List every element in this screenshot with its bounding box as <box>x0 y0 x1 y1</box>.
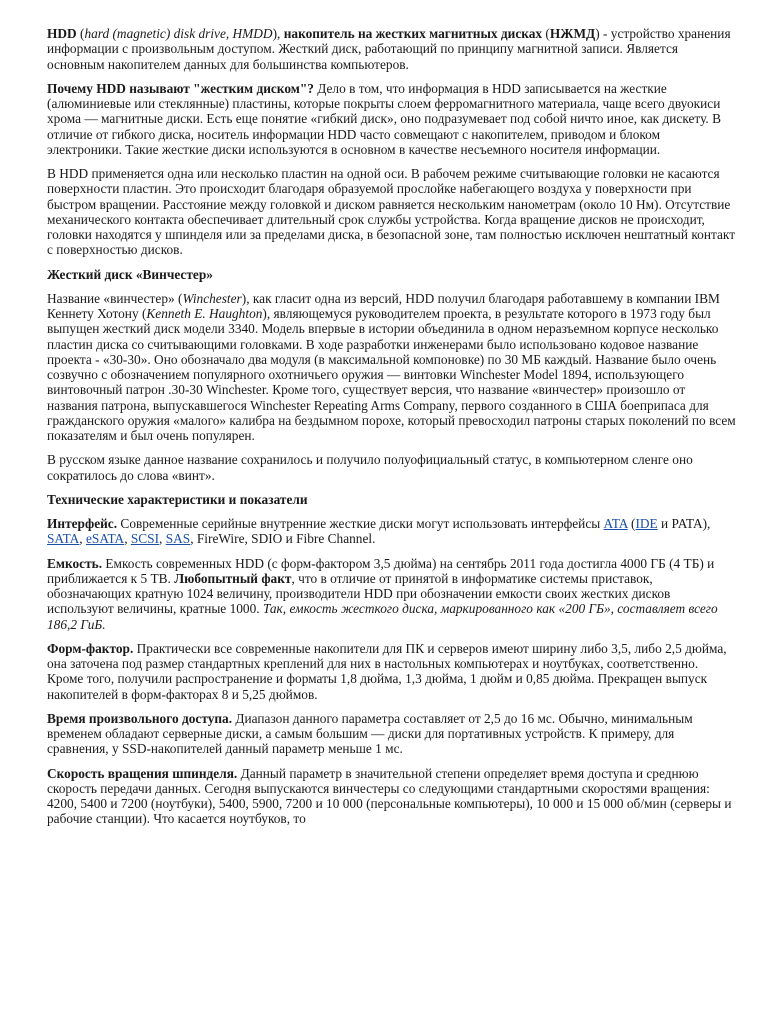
spindle-speed-label: Скорость вращения шпинделя. <box>47 765 238 781</box>
text-span: ( <box>542 26 550 41</box>
text-span: Название «винчестер» ( <box>47 290 183 306</box>
platters-paragraph: В HDD применяется одна или несколько пластин на одной оси. В рабочем режиме считывающие головки не касаются поверхности пластин. Это происходит благодаря образуемой прослойке набегающего воздуха у поверхности при быстром вращении. Расстояние между головкой и диском равняется нескольким нанометрам (около 10 Нм). Отсутствие механического контакта обеспечивает длительный срок службы устройства. Когда вращение дисков не происходит, головки находятся у шпинделя или за пределами диска, в безопасной зоне, там полностью исключен нештатный контакт с поверхностью дисков. <box>47 166 736 258</box>
text-span: Емкость современных HDD (с форм-фактором 3,5 дюйма) на сентябрь 2011 года достигла 4000 ГБ (4 ТБ) и приближается к 5 ТВ. <box>47 555 715 586</box>
section-heading-winchester: Жесткий диск «Винчестер» <box>47 266 213 282</box>
person-name: Kenneth E. Haughton <box>146 306 263 321</box>
winchester-history-paragraph <box>47 291 737 444</box>
link-ata[interactable]: ATA <box>603 516 628 531</box>
text-span: Практически все современные накопители для ПК и серверов имеют ширину либо 3,5, либо 2,5 дюйма, она заточена под размер стандартных креплений для них в настольных компьютерах и ноутбуках, соответственно. Кроме того, получили распространение и форматы 1,8 дюйма, 1,3 дюйма, 1 дюйм и 0,85 дюйма. Прекращен выпуск накопителей в форм-факторах 8 и 5,25 дюймов. <box>47 640 727 702</box>
term-winchester: Winchester <box>182 290 242 306</box>
link-sata[interactable]: SATA <box>47 531 80 547</box>
text-span: Данный параметр в значительной степени определяет время доступа и среднюю скорость передачи данных. Сегодня выпускаются винчестеры со следующими стандартными скоростями вращения: 4200, 5400 и 7200 (ноутбуки), 5400, 5900, 7200 и 10 000 (персональные компьютеры), 10 000 и 15 000 об/мин (серверы и рабочие станции). Что касается ноутбуков, то <box>47 765 732 827</box>
document-page <box>47 26 737 836</box>
link-esata[interactable]: eSATA <box>85 531 125 547</box>
text-span: , <box>159 531 166 547</box>
question-heading: Почему HDD называют "жестким диском"? <box>47 80 314 96</box>
russian-slang-paragraph: В русском языке данное название сохранилось и получило полуофициальный статус, в компьютерном сленге оно сократилось до слова «винт». <box>47 452 693 483</box>
text-span: , FireWire, SDIO и Fibre Channel. <box>190 531 376 547</box>
intro-paragraph <box>47 26 737 72</box>
term-english: hard (magnetic) disk drive, HMDD <box>84 26 273 41</box>
access-time-label: Время произвольного доступа. <box>47 710 233 726</box>
text-span: , <box>79 531 86 547</box>
text-span: и PATA), <box>657 516 711 531</box>
capacity-label: Емкость. <box>47 555 103 571</box>
link-ide[interactable]: IDE <box>635 516 658 531</box>
interface-label: Интерфейс. <box>47 516 118 531</box>
text-span: Современные серийные внутренние жесткие диски могут использовать интерфейсы <box>117 516 604 531</box>
spindle-speed-paragraph <box>47 766 737 827</box>
text-span: , что в отличие от принятой в информатике системы приставок, обозначающих кратную 1024 величину, производители HDD при обозначении емкости своих жестких дисков используют величины, кратные 1000. <box>47 570 671 617</box>
capacity-example: Так, емкость жесткого диска, маркированного как «200 ГБ», составляет всего 186,2 ГиБ. <box>47 601 718 632</box>
term-abbreviation: НЖМД <box>549 26 596 41</box>
access-time-paragraph <box>47 711 737 757</box>
text-span: , <box>124 531 131 547</box>
text-span: ), <box>272 26 284 41</box>
why-hard-disk-paragraph <box>47 81 737 157</box>
form-factor-label: Форм-фактор. <box>47 640 134 656</box>
form-factor-paragraph <box>47 641 737 702</box>
interface-paragraph <box>47 516 737 547</box>
text-span: ( <box>76 26 85 41</box>
text-span: ( <box>627 516 636 531</box>
text-span: Диапазон данного параметра составляет от 2,5 до 16 мс. Обычно, минимальным временем обладают серверные диски, а самым большим — диски для портативных устройств. К примеру, для сравнения, у SSD-накопителей данный параметр меньше 1 мс. <box>47 710 693 757</box>
fun-fact-label: Любопытный факт <box>174 570 292 586</box>
section-heading-specs: Технические характеристики и показатели <box>47 491 308 507</box>
term-russian: накопитель на жестких магнитных дисках <box>283 26 543 41</box>
text-span: ), как гласит одна из версий, HDD получил благодаря работавшему в компании IBM Кеннету Хотону ( <box>47 290 720 321</box>
text-span: Дело в том, что информация в HDD записывается на жесткие (алюминиевые или стеклянные) пластины, которые покрыты слоем ферромагнитного материала, чаще всего двуокиси хрома — магнитные диски. Есть еще понятие «гибкий диск», оно подразумевает под собой ничто иное, как дискету. В отличие от гибкого диска, носитель информации HDD часто совмещают с накопителем, приводом и блоком электроники. Такие жесткие диски используются в основном в качестве несъемного носителя информации. <box>47 80 721 157</box>
capacity-paragraph <box>47 556 737 632</box>
link-sas[interactable]: SAS <box>165 531 191 547</box>
text-span: ) - устройство хранения информации с произвольным доступом. Жесткий диск, работающий по принципу магнитной записи. Является основным накопителем данных для большинства компьютеров. <box>47 26 731 72</box>
term-hdd: HDD <box>47 26 77 41</box>
text-span: ), являющемуся руководителем проекта, в результате которого в 1973 году был выпущен жесткий диск модели 3340. Модель впервые в истории объединила в одном неразъемном корпусе несколько пластин диска со считывающими головками. В ходе разработки инженерами было использовано кодовое название проекта - «30-30». Оно обозначало два модуля (в максимальной компоновке) по 30 МБ каждый. Название было очень созвучно с обозначением популярного охотничьего оружия — винтовки Winchester Model 1894, использующего винтовочный патрон .30-30 Winchester. Кроме того, существует версия, что название «винчестер» произошло от названия патрона, выпускавшегося Winchester Repeating Arms Company, первого созданного в США боеприпаса для гражданского оружия «малого» калибра на бездымном порохе, который превосходил патроны старых поколений по всем показателям и был очень популярен. <box>47 306 736 443</box>
link-scsi[interactable]: SCSI <box>130 531 160 547</box>
